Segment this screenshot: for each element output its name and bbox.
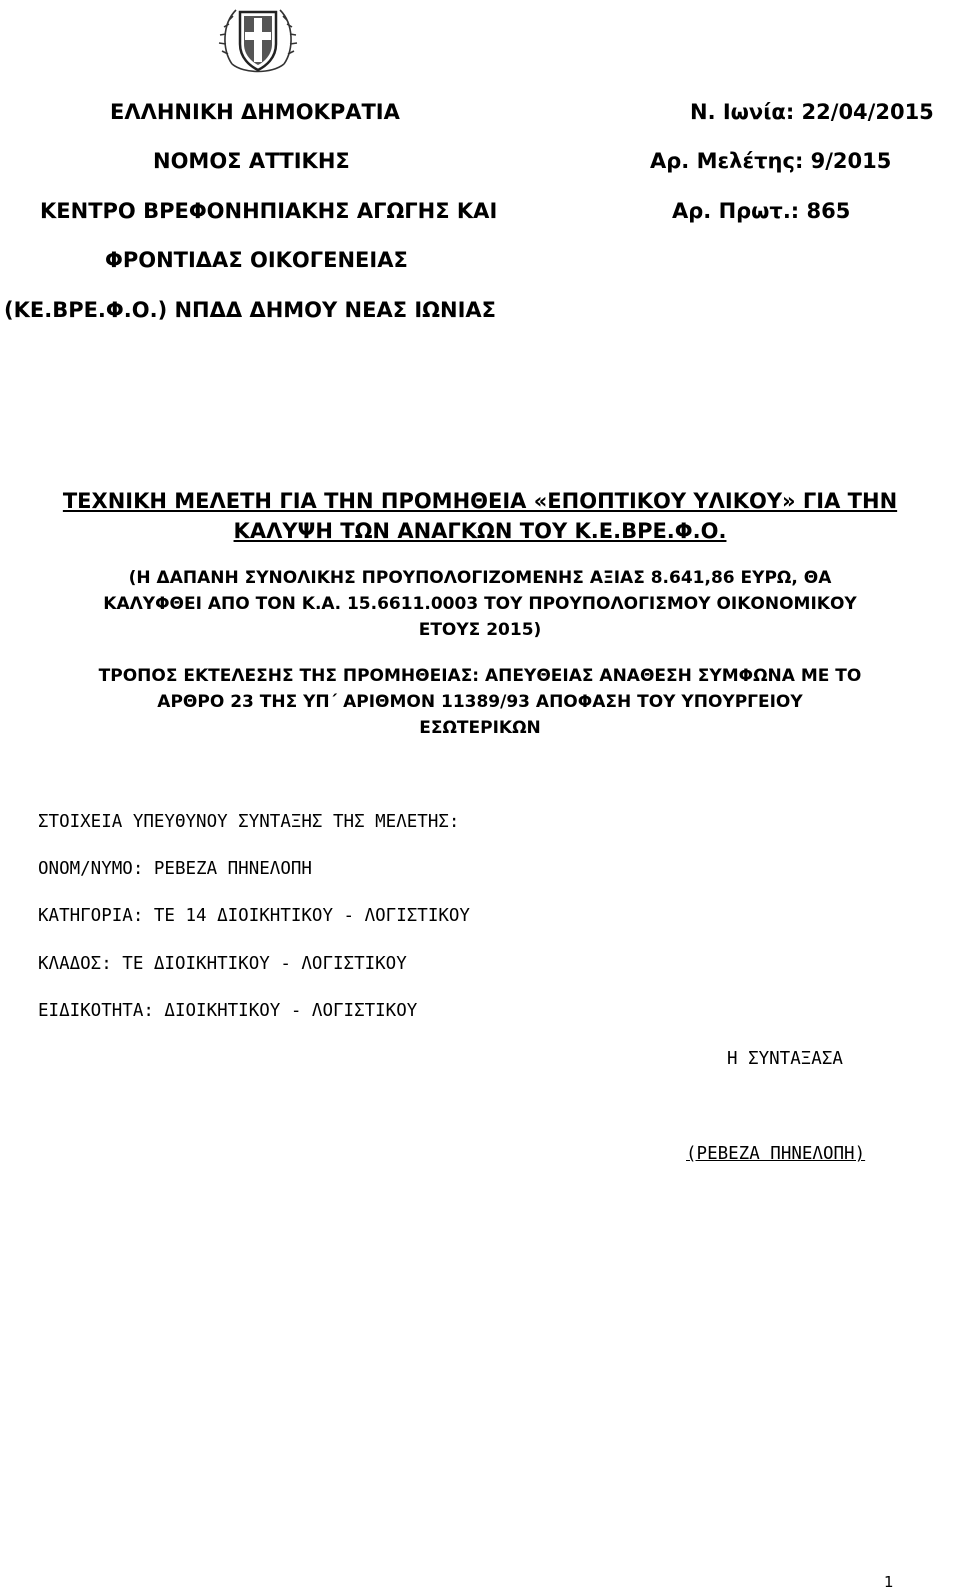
cost-line-1: (Η ΔΑΠΑΝΗ ΣΥΝΟΛΙΚΗΣ ΠΡΟΥΠΟΛΟΓΙΖΟΜΕΝΗΣ ΑΞΙΑΣ 8.641,86 ΕΥΡΩ, ΘΑ	[128, 568, 832, 588]
procurement-line-3: ΕΣΩΤΕΡΙΚΩΝ	[419, 718, 541, 738]
signature-role: Η ΣΥΝΤΑΞΑΣΑ	[727, 1049, 843, 1069]
author-category: ΚΑΤΗΓΟΡΙΑ: ΤΕ 14 ΔΙΟΙΚΗΤΙΚΟΥ - ΛΟΓΙΣΤΙΚΟΥ	[38, 906, 470, 926]
title-line-1: ΤΕΧΝΙΚΗ ΜΕΛΕΤΗ ΓΙΑ ΤΗΝ ΠΡΟΜΗΘΕΙΑ «ΕΠΟΠΤΙΚΟΥ ΥΛΙΚΟΥ» ΓΙΑ ΤΗΝ	[62, 489, 898, 513]
author-specialty: ΕΙΔΙΚΟΤΗΤΑ: ΔΙΟΙΚΗΤΙΚΟΥ - ΛΟΓΙΣΤΙΚΟΥ	[38, 1001, 418, 1021]
header-org-line1: ΚΕΝΤΡΟ ΒΡΕΦΟΝΗΠΙΑΚΗΣ ΑΓΩΓΗΣ ΚΑΙ	[40, 199, 498, 223]
header-prefecture: ΝΟΜΟΣ ΑΤΤΙΚΗΣ	[153, 149, 350, 173]
header-org-line2: ΦΡΟΝΤΙΔΑΣ ΟΙΚΟΓΕΝΕΙΑΣ	[105, 248, 408, 272]
author-name: ΟΝΟΜ/ΝΥΜΟ: ΡΕΒΕΖΑ ΠΗΝΕΛΟΠΗ	[38, 859, 312, 879]
procurement-line-1: ΤΡΟΠΟΣ ΕΚΤΕΛΕΣΗΣ ΤΗΣ ΠΡΟΜΗΘΕΙΑΣ: ΑΠΕΥΘΕΙΑΣ ΑΝΑΘΕΣΗ ΣΥΜΦΩΝΑ ΜΕ ΤΟ	[98, 666, 862, 686]
cost-line-2: ΚΑΛΥΦΘΕΙ ΑΠΟ ΤΟΝ Κ.Α. 15.6611.0003 ΤΟΥ ΠΡΟΥΠΟΛΟΓΙΣΜΟΥ ΟΙΚΟΝΟΜΙΚΟΥ	[103, 594, 857, 614]
document-date: Ν. Ιωνία: 22/04/2015	[690, 100, 934, 124]
procurement-line-2: ΑΡΘΡΟ 23 ΤΗΣ ΥΠ΄ ΑΡΙΘΜΟΝ 11389/93 ΑΠΟΦΑΣΗ ΤΟΥ ΥΠΟΥΡΓΕΙΟΥ	[157, 692, 803, 712]
author-branch: ΚΛΑΔΟΣ: ΤΕ ΔΙΟΙΚΗΤΙΚΟΥ - ΛΟΓΙΣΤΙΚΟΥ	[38, 954, 407, 974]
study-number: Αρ. Μελέτης: 9/2015	[650, 149, 892, 173]
protocol-number: Αρ. Πρωτ.: 865	[672, 199, 851, 223]
signature-name: (ΡΕΒΕΖΑ ΠΗΝΕΛΟΠΗ)	[686, 1144, 866, 1164]
page-number: 1	[884, 1573, 894, 1591]
cost-paragraph	[28, 565, 932, 643]
cost-line-3: ΕΤΟΥΣ 2015)	[418, 620, 542, 640]
header-org-line3: (ΚΕ.ΒΡΕ.Φ.Ο.) ΝΠΔΔ ΔΗΜΟΥ ΝΕΑΣ ΙΩΝΙΑΣ	[4, 298, 497, 322]
title-line-2: ΚΑΛΥΨΗ ΤΩΝ ΑΝΑΓΚΩΝ ΤΟΥ Κ.Ε.ΒΡΕ.Φ.Ο.	[233, 519, 727, 543]
header-country: ΕΛΛΗΝΙΚΗ ΔΗΜΟΚΡΑΤΙΑ	[110, 100, 400, 124]
document-title	[28, 486, 932, 546]
author-heading: ΣΤΟΙΧΕΙΑ ΥΠΕΥΘΥΝΟΥ ΣΥΝΤΑΞΗΣ ΤΗΣ ΜΕΛΕΤΗΣ:	[38, 812, 460, 832]
procurement-paragraph	[28, 663, 932, 741]
greek-state-emblem-icon	[218, 2, 298, 78]
